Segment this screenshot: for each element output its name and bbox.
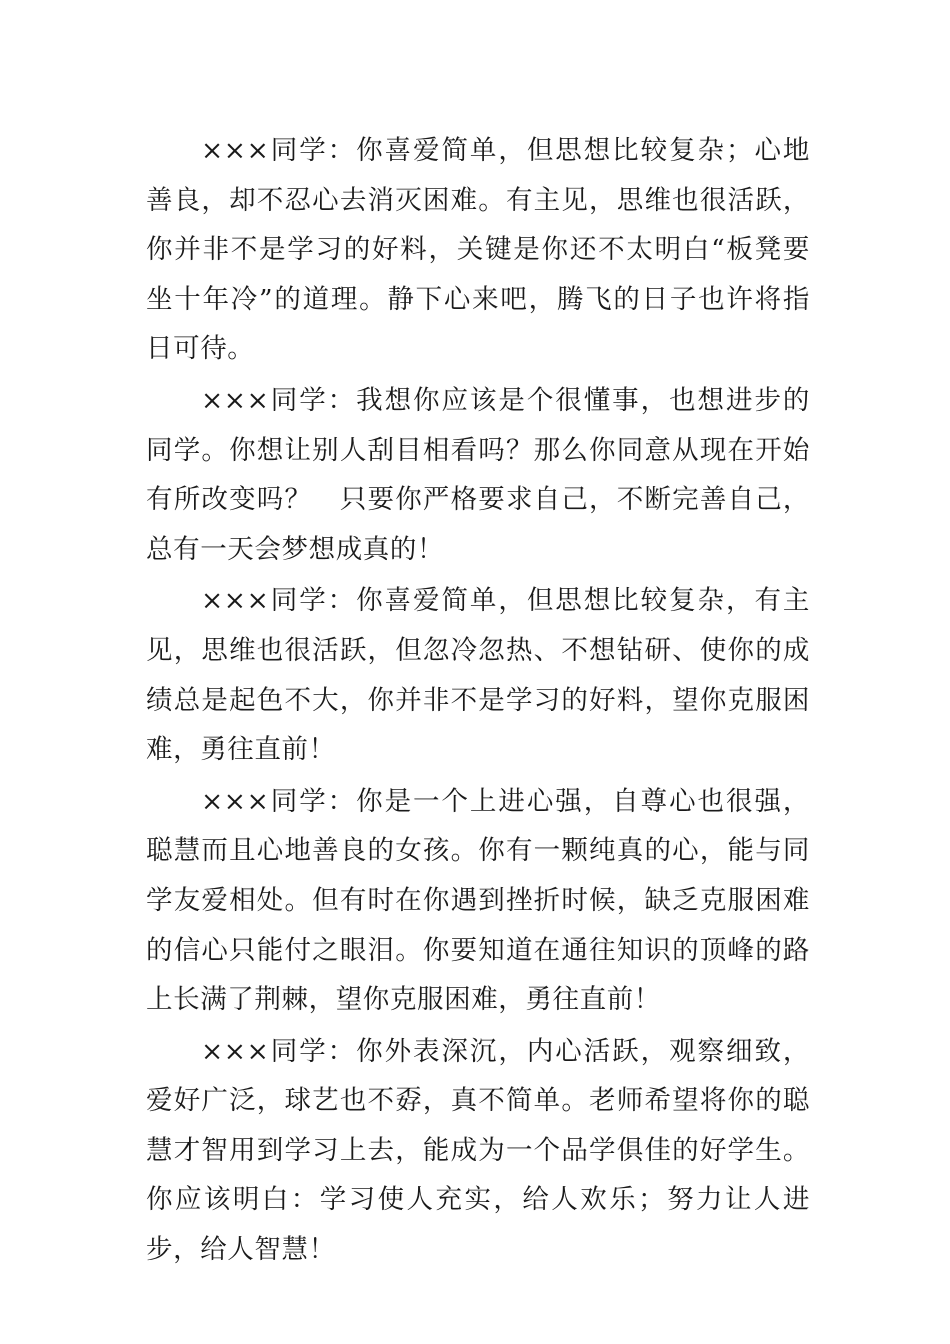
comment-paragraph-2: ×××同学：我想你应该是个很懂事，也想进步的同学。你想让别人刮目相看吗？那么你同意从现在开始有所改变吗？ 只要你严格要求自己，不断完善自己，总有一天会梦想成真的！ (146, 384, 810, 565)
comment-paragraph-4: ×××同学：你是一个上进心强，自尊心也很强，聪慧而且心地善良的女孩。你有一颗纯真的心，能与同学友爱相处。但有时在你遇到挫折时候，缺乏克服困难的信心只能付之眼泪。你要知道在通往知识的顶峰的路上长满了荆棘，望你克服困难，勇往直前！ (146, 785, 810, 1016)
comment-paragraph-3: ×××同学：你喜爱简单，但思想比较复杂，有主见，思维也很活跃，但忽冷忽热、不想钻研、使你的成绩总是起色不大，你并非不是学习的好料，望你克服困难，勇往直前！ (146, 585, 810, 766)
document-body (146, 126, 810, 1277)
comment-paragraph-5: ×××同学：你外表深沉，内心活跃，观察细致，爱好广泛，球艺也不孬，真不简单。老师希望将你的聪慧才智用到学习上去，能成为一个品学俱佳的好学生。你应该明白：学习使人充实，给人欢乐；努力让人进步，给人智慧！ (146, 1035, 810, 1266)
comment-paragraph-1: ×××同学：你喜爱简单，但思想比较复杂；心地善良，却不忍心去消灭困难。有主见，思维也很活跃，你并非不是学习的好料，关键是你还不太明白“板凳要坐十年冷”的道理。静下心来吧，腾飞的日子也许将指日可待。 (146, 135, 810, 365)
